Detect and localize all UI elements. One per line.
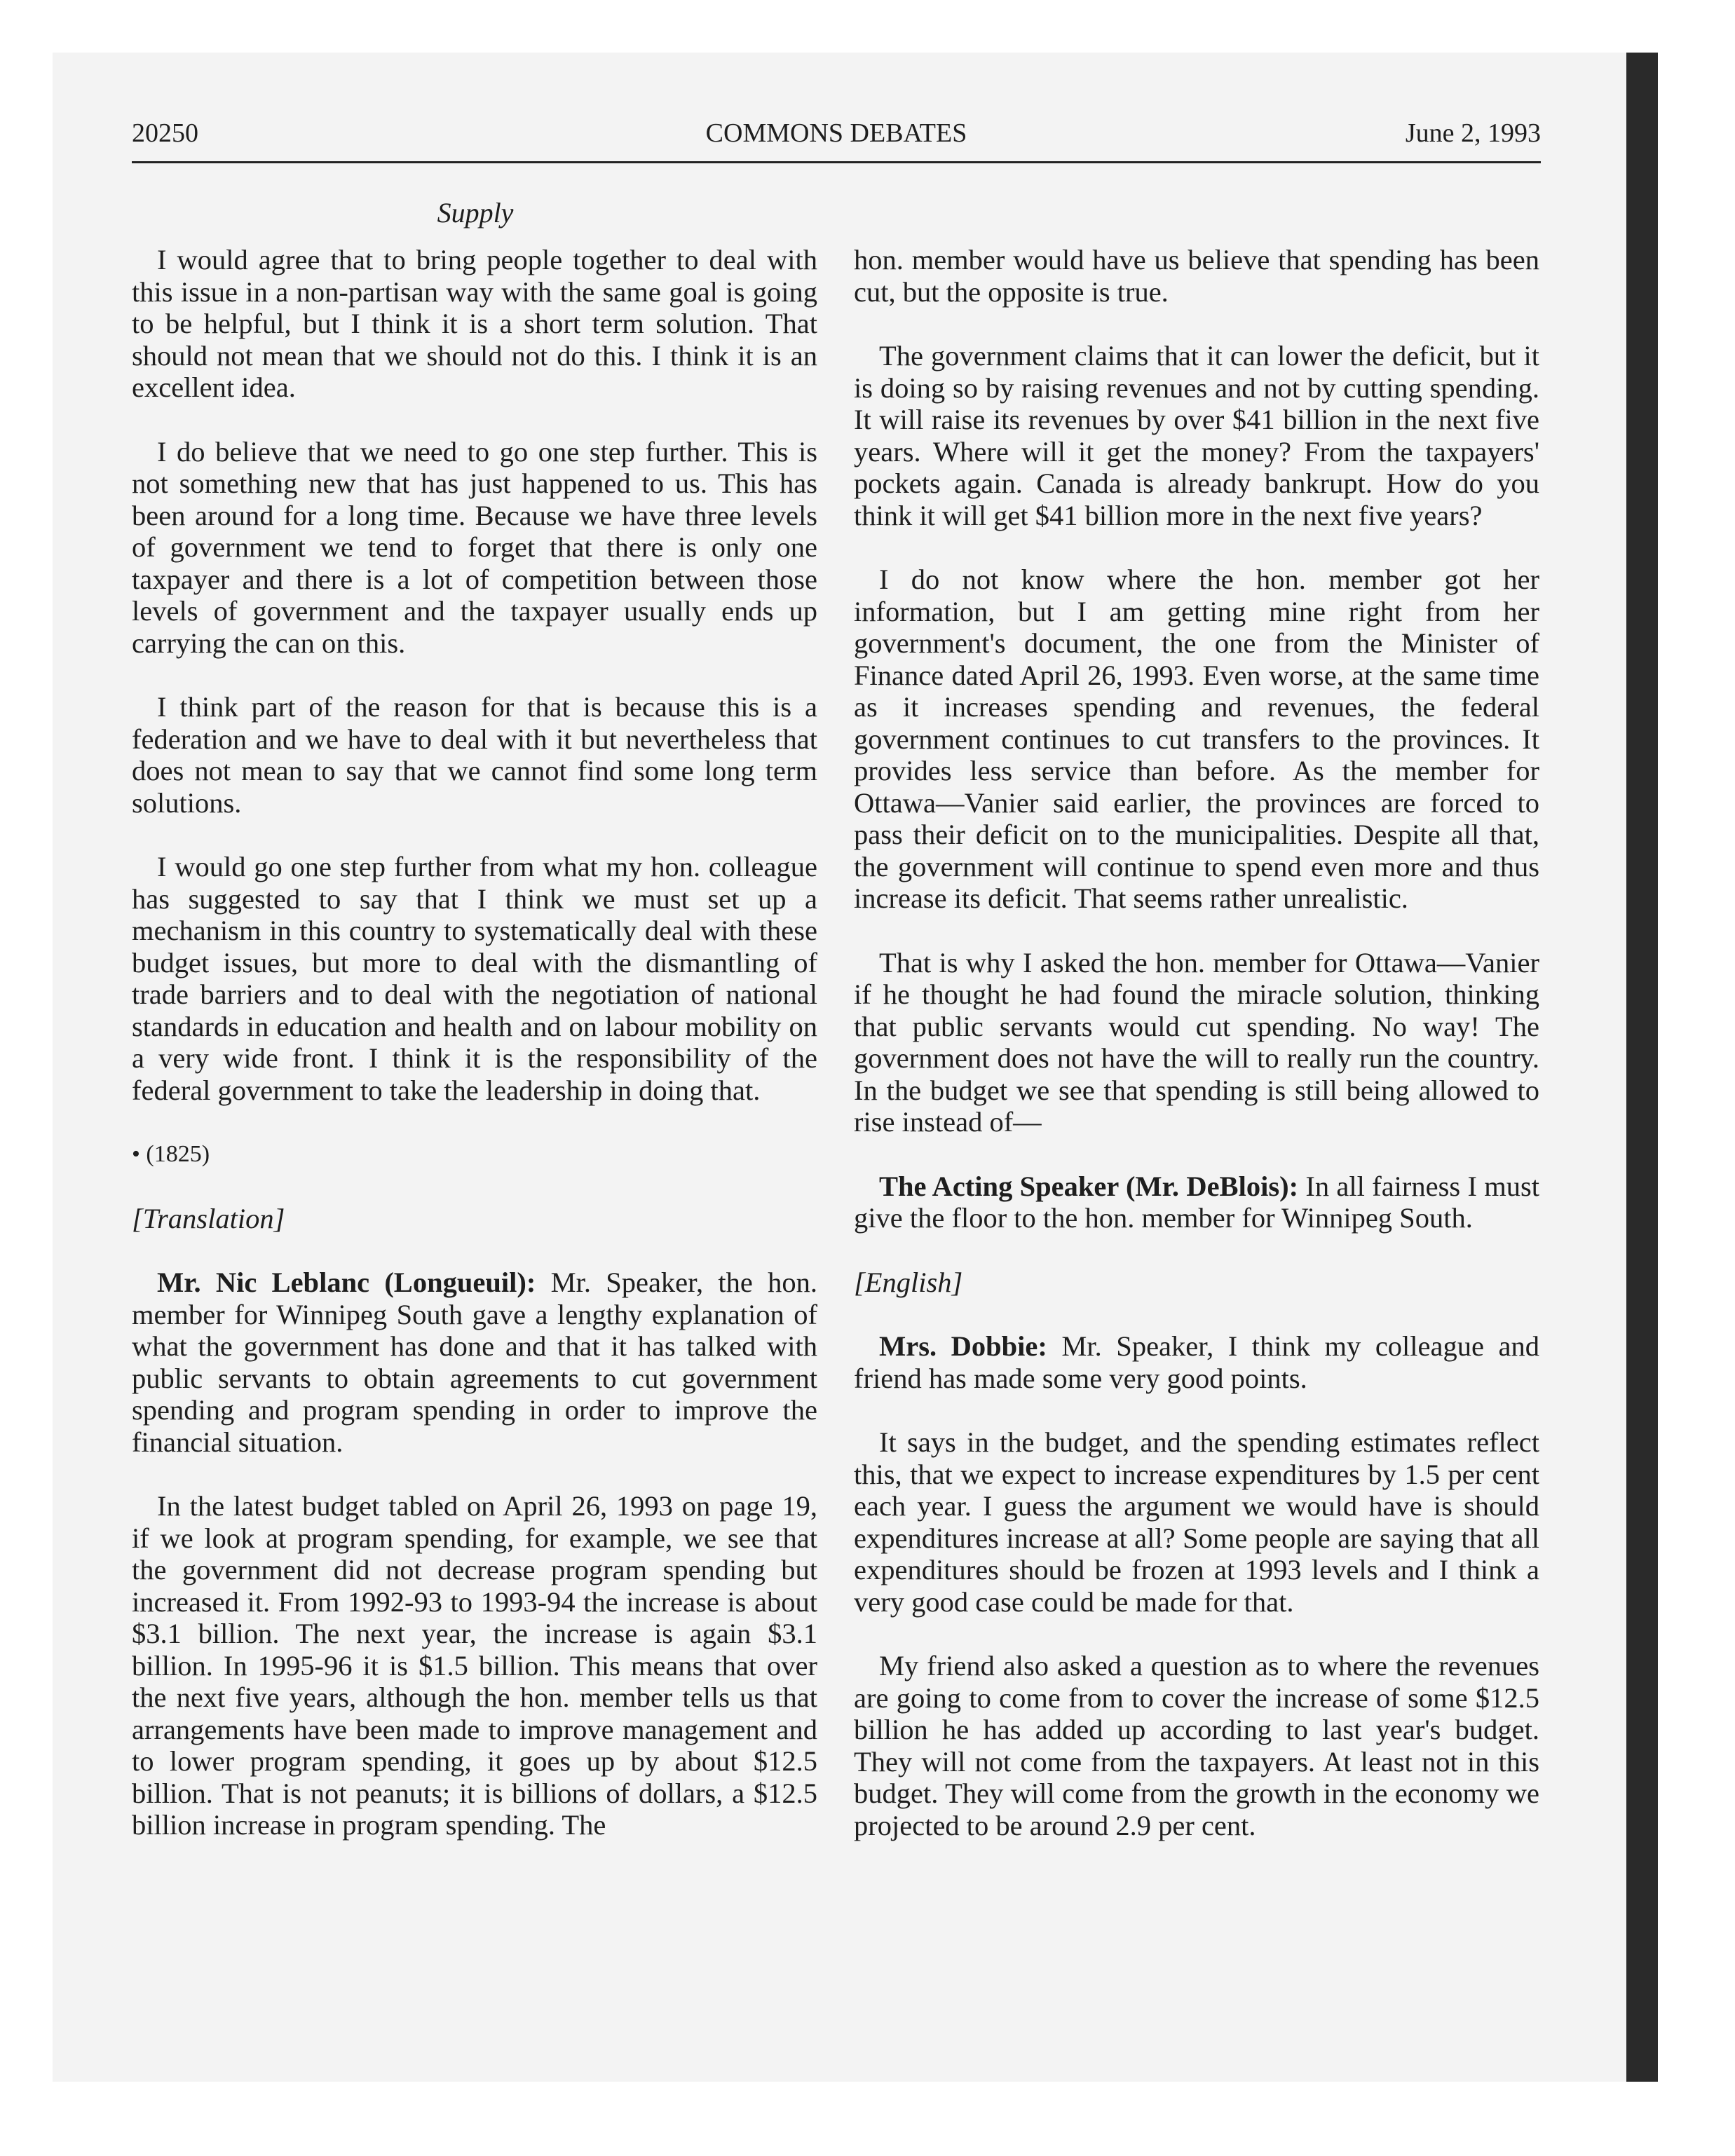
paragraph: I do not know where the hon. member got her information, but I am getting mine right from her government's document, the one from the Minister of Finance dated April 26, 1993. Even worse, at the same time as it increases spending and revenues, the federal government continues to cut transfers to the provinces. It provides less service than before. As the member for Ottawa—Vanier said earlier, the provinces are forced to pass their deficit on to the municipalities. Despite all that, the government will continue to spend even more and thus increase its deficit. That seems rather unrealistic.: [854, 564, 1539, 914]
speech-paragraph: [132, 1267, 817, 1458]
translation-tag: [Translation]: [132, 1202, 285, 1234]
page-header: [132, 118, 1541, 153]
publication-date: June 2, 1993: [1405, 118, 1541, 148]
speech-text: Mr. Speaker, I think my colleague and friend has made some very good points.: [854, 1330, 1539, 1394]
section-title: Supply: [437, 197, 514, 228]
time-marker: • (1825): [132, 1141, 210, 1167]
speech-text: In all fairness I must give the floor to the hon. member for Winnipeg South.: [854, 1170, 1540, 1234]
language-tag: [English]: [854, 1266, 963, 1298]
paragraph: hon. member would have us believe that spending has been cut, but the opposite is true.: [854, 244, 1539, 308]
paragraph: I would agree that to bring people together to deal with this issue in a non-partisan way with the same goal is going to be helpful, but I think it is a short term solution. That should not mean that we should not do this. I think it is an excellent idea.: [132, 244, 817, 403]
speaker-name: Mrs. Dobbie:: [879, 1330, 1047, 1362]
speaker-name: Mr. Nic Leblanc (Longueuil):: [157, 1267, 536, 1298]
right-column: [854, 244, 1539, 1874]
paragraph: My friend also asked a question as to where the revenues are going to come from to cover the increase of some $12.5 billion he has added up according to last year's budget. They will not come from the taxpayers. At least not in this budget. They will come from the growth in the economy we projected to be around 2.9 per cent.: [854, 1650, 1539, 1841]
header-divider: [132, 161, 1541, 163]
scan-edge-border: [1626, 53, 1658, 2082]
speech-paragraph: [854, 1330, 1539, 1394]
paragraph: That is why I asked the hon. member for Ottawa—Vanier if he thought he had found the miracle solution, thinking that public servants would cut spending. No way! The government does not have the will to really run the country. In the budget we see that spending is still being allowed to rise instead of—: [854, 946, 1539, 1138]
speaker-name: The Acting Speaker (Mr. DeBlois):: [879, 1170, 1299, 1202]
paragraph: I do believe that we need to go one step further. This is not something new that has just happened to us. This has been around for a long time. Because we have three levels of government we tend to forget that there is only one taxpayer and there is a lot of competition between those levels of government and the taxpayer usually ends up carrying the can on this.: [132, 435, 817, 659]
speech-paragraph: [854, 1171, 1539, 1234]
paragraph: In the latest budget tabled on April 26, 1993 on page 19, if we look at program spending, for example, we see that the government did not decrease program spending but increased it. From 1992-93 to 1993-94 the increase is about $3.1 billion. The next year, the increase is again $3.1 billion. In 1995-96 it is $1.5 billion. This means that over the next five years, although the hon. member tells us that arrangements have been made to improve management and to lower program spending, it goes up by about $12.5 billion. That is not peanuts; it is billions of dollars, a $12.5 billion increase in program spending. The: [132, 1490, 817, 1841]
paragraph: The government claims that it can lower the deficit, but it is doing so by raising revenues and not by cutting spending. It will raise its revenues by over $41 billion in the next five years. Where will it get the money? From the taxpayers' pockets again. Canada is already bankrupt. How do you think it will get $41 billion more in the next five years?: [854, 340, 1539, 531]
page-number: 20250: [132, 118, 198, 148]
paragraph: I think part of the reason for that is because this is a federation and we have to deal with it but nevertheless that does not mean to say that we cannot find some long term solutions.: [132, 691, 817, 819]
paragraph: I would go one step further from what my hon. colleague has suggested to say that I think we must set up a mechanism in this country to systematically deal with these budget issues, but more to deal with the dismantling of trade barriers and to deal with the negotiation of national standards in education and health and on labour mobility on a very wide front. I think it is the responsibility of the federal government to take the leadership in doing that.: [132, 851, 817, 1106]
left-column: [132, 244, 817, 1874]
publication-title: COMMONS DEBATES: [705, 118, 967, 148]
paragraph: It says in the budget, and the spending estimates reflect this, that we expect to increase expenditures by 1.5 per cent each year. I guess the argument we would have is should expenditures increase at all? Some people are saying that all expenditures should be frozen at 1993 levels and I think a very good case could be made for that.: [854, 1426, 1539, 1618]
speech-text: Mr. Speaker, the hon. member for Winnipeg South gave a lengthy explanation of what the government has done and that it has talked with public servants to obtain agreements to cut government spending and program spending in order to improve the financial situation.: [132, 1267, 817, 1458]
